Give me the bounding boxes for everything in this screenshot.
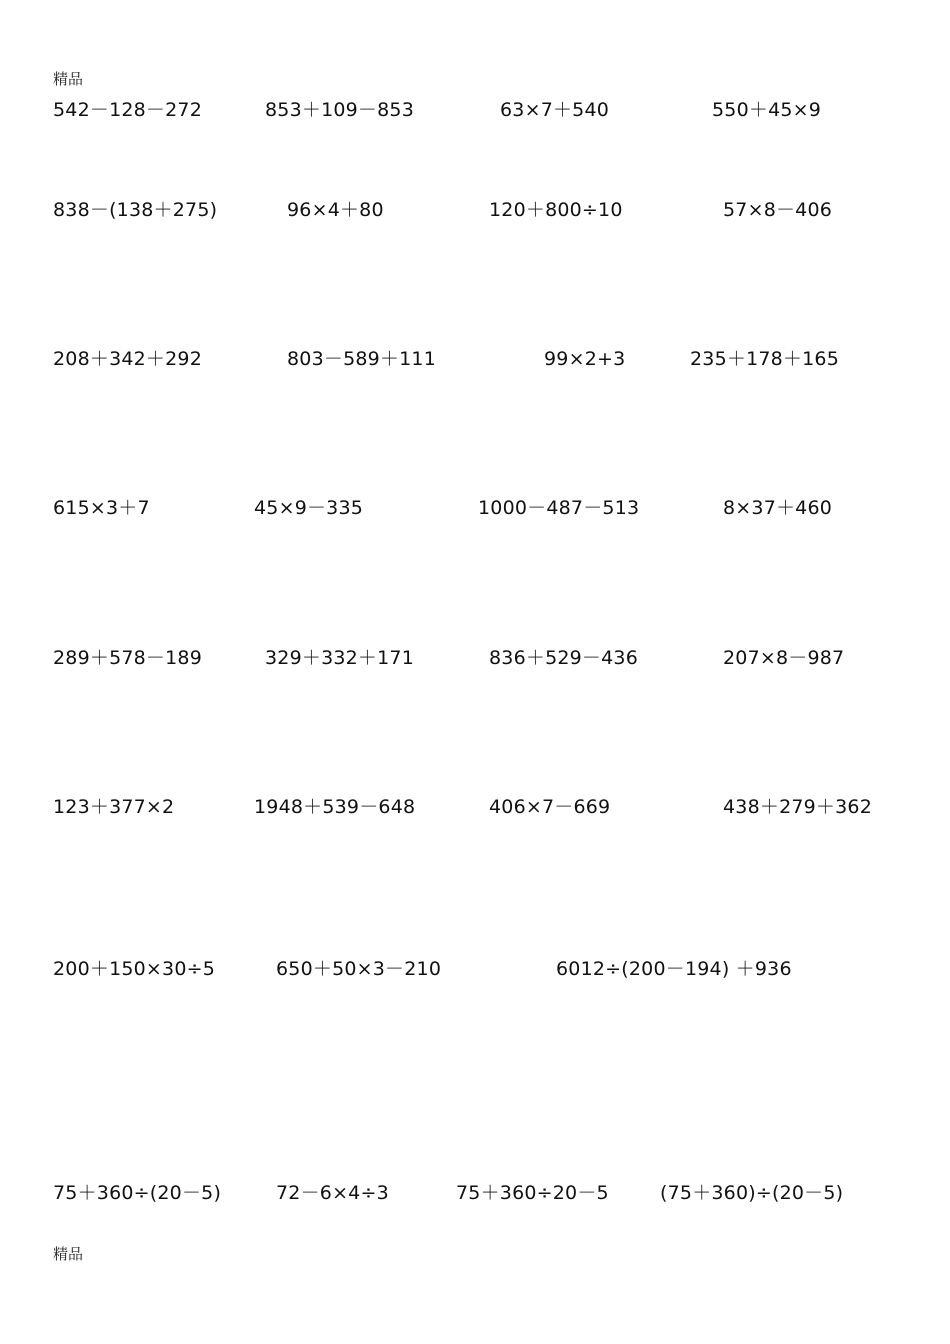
expression: 542－128－272 (53, 99, 202, 121)
expression: 615×3＋7 (53, 497, 150, 519)
expression: 57×8－406 (723, 199, 833, 221)
expression: 75＋360÷(20－5) (53, 1182, 222, 1204)
expression: 6012÷(200－194) ＋936 (556, 958, 792, 980)
expression: 853＋109－853 (265, 99, 414, 121)
expression: 200＋150×30÷5 (53, 958, 216, 980)
expression: 207×8－987 (723, 647, 845, 669)
expression: 550＋45×9 (712, 99, 822, 121)
expression: 1000－487－513 (478, 497, 640, 519)
footer-watermark: 精品 (53, 1245, 84, 1263)
expression: 235＋178＋165 (690, 348, 839, 370)
expression: 650＋50×3－210 (276, 958, 442, 980)
expression: 329＋332＋171 (265, 647, 414, 669)
expression: 45×9－335 (254, 497, 364, 519)
expression: 1948＋539－648 (254, 796, 416, 818)
header-watermark: 精品 (53, 70, 84, 88)
expression: 289＋578－189 (53, 647, 202, 669)
expression: 803－589＋111 (287, 348, 436, 370)
expression: 63×7＋540 (500, 99, 610, 121)
expression: 72－6×4÷3 (276, 1182, 389, 1204)
expression: 123＋377×2 (53, 796, 175, 818)
expression: 96×4＋80 (287, 199, 384, 221)
expression: 99×2+3 (544, 348, 626, 370)
expression: 836＋529－436 (489, 647, 638, 669)
expression: 406×7－669 (489, 796, 611, 818)
expression: 838－(138＋275) (53, 199, 218, 221)
expression: (75＋360)÷(20－5) (660, 1182, 844, 1204)
expression: 208＋342＋292 (53, 348, 202, 370)
expression: 438＋279＋362 (723, 796, 872, 818)
expression: 8×37＋460 (723, 497, 833, 519)
expression: 120＋800÷10 (489, 199, 623, 221)
expression: 75＋360÷20－5 (456, 1182, 609, 1204)
